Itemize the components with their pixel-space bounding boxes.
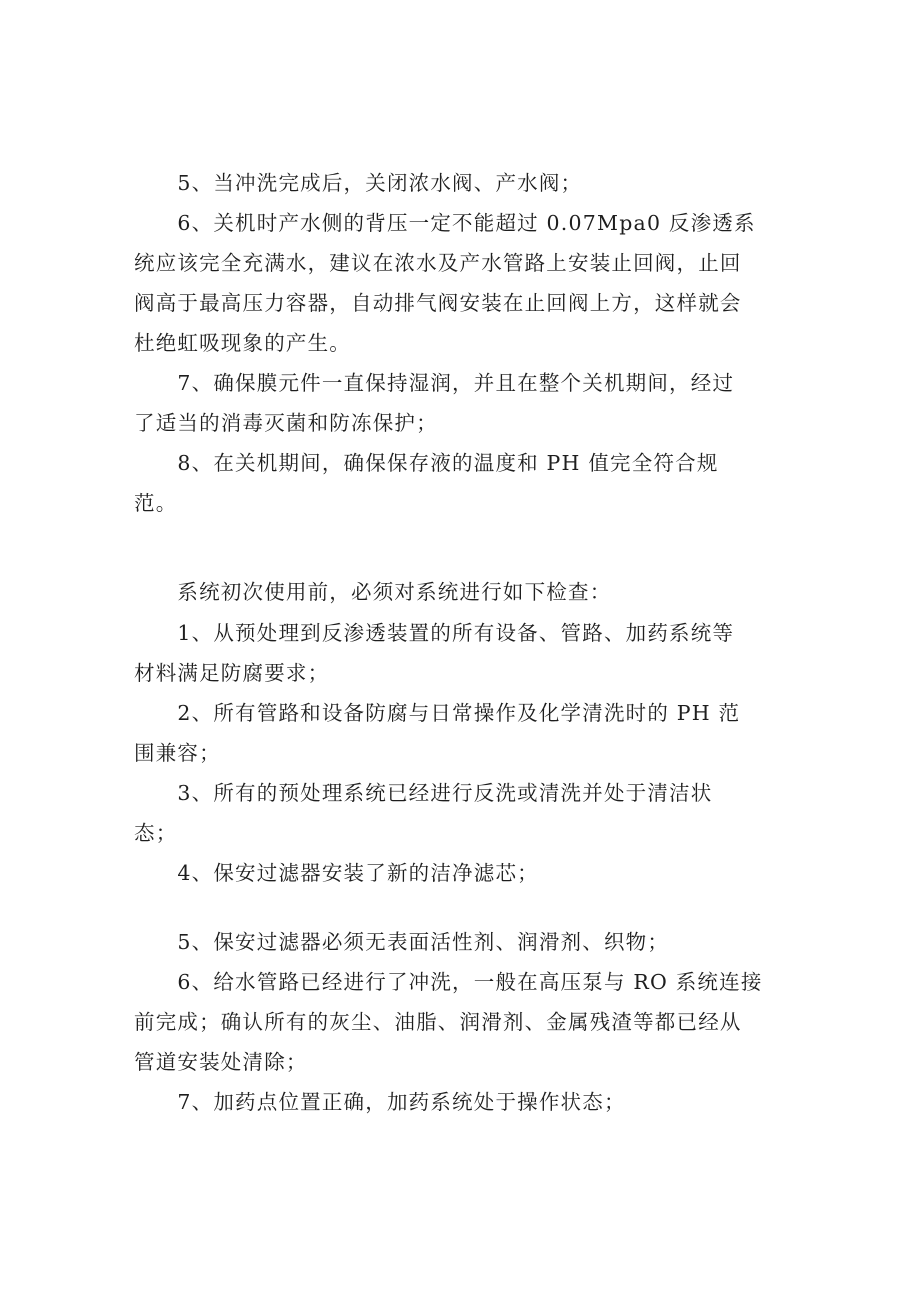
text-line: 7、加药点位置正确，加药系统处于操作状态； <box>134 1090 626 1114</box>
text-line: 材料满足防腐要求； <box>134 661 330 685</box>
text-line: 统应该完全充满水，建议在浓水及产水管路上安装止回阀，止回 <box>134 251 742 275</box>
text-line: 阀高于最高压力容器，自动排气阀安装在止回阀上方，这样就会 <box>134 291 742 315</box>
text-line: 系统初次使用前，必须对系统进行如下检查： <box>134 580 612 604</box>
text-line: 管道安装处清除； <box>134 1050 308 1074</box>
text-line: 3、所有的预处理系统已经进行反洗或清洗并处于清洁状 <box>134 781 713 805</box>
text-line: 6、关机时产水侧的背压一定不能超过 0.07Mpa0 反渗透系 <box>134 211 756 235</box>
text-line: 7、确保膜元件一直保持湿润，并且在整个关机期间，经过 <box>134 371 735 395</box>
text-line: 态； <box>134 821 178 845</box>
text-line: 8、在关机期间，确保保存液的温度和 PH 值完全符合规 <box>134 451 719 475</box>
text-line: 范。 <box>134 491 178 515</box>
text-line: 1、从预处理到反渗透装置的所有设备、管路、加药系统等 <box>134 621 735 645</box>
text-line: 了适当的消毒灭菌和防冻保护； <box>134 411 438 435</box>
text-line: 杜绝虹吸现象的产生。 <box>134 331 351 355</box>
text-line: 围兼容； <box>134 741 221 765</box>
text-line: 前完成；确认所有的灰尘、油脂、润滑剂、金属残渣等都已经从 <box>134 1010 742 1034</box>
text-line: 5、保安过滤器必须无表面活性剂、润滑剂、织物； <box>134 930 670 954</box>
paragraph-block-initial-check <box>134 575 784 890</box>
paragraph-block-checklist-continued <box>134 925 784 1119</box>
text-line: 5、当冲洗完成后，关闭浓水阀、产水阀； <box>134 171 583 195</box>
text-line: 4、保安过滤器安装了新的洁净滤芯； <box>134 861 539 885</box>
text-line: 6、给水管路已经进行了冲洗，一般在高压泵与 RO 系统连接 <box>134 970 763 994</box>
paragraph-block-shutdown <box>134 166 784 520</box>
text-line: 2、所有管路和设备防腐与日常操作及化学清洗时的 PH 范 <box>134 701 741 725</box>
